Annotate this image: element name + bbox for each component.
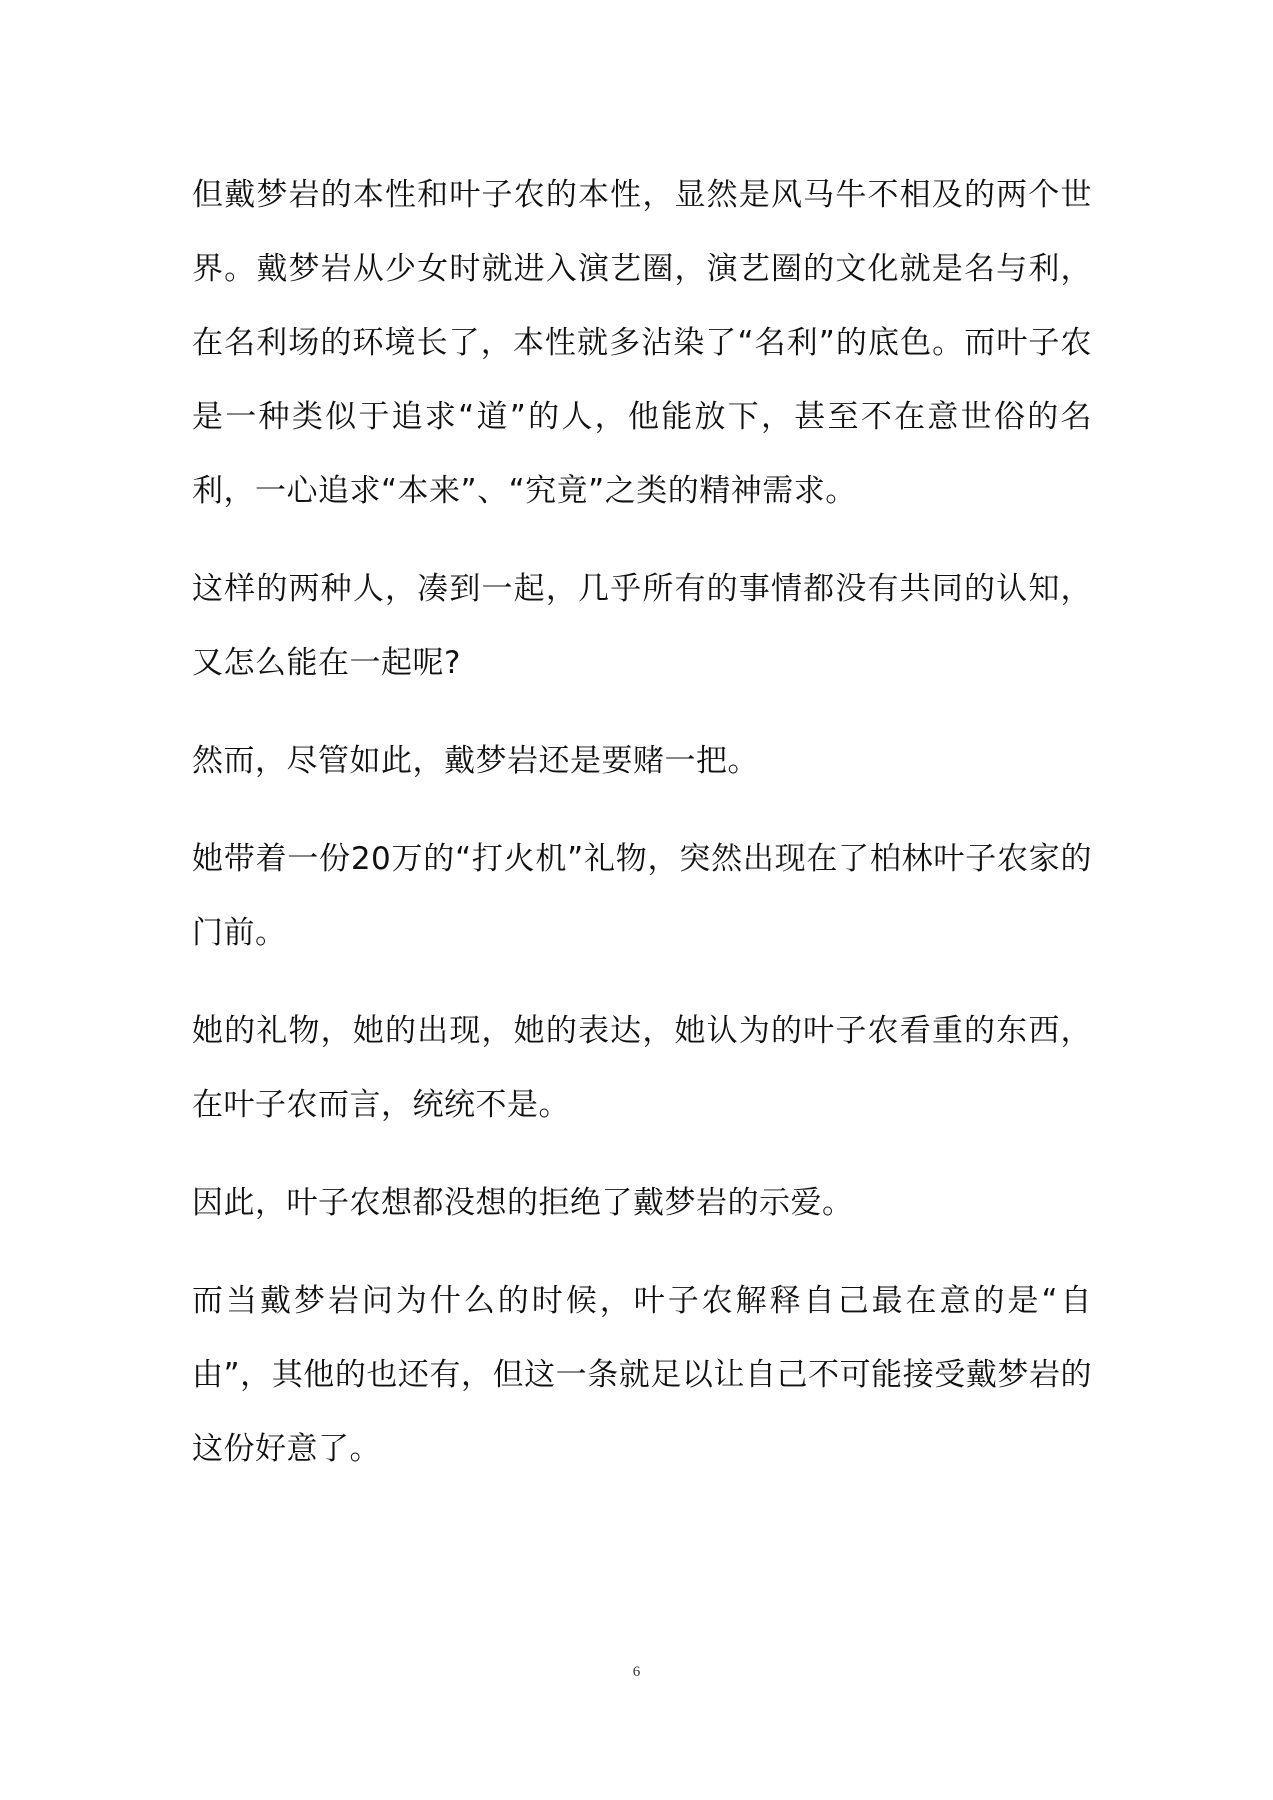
body-text xyxy=(192,158,1092,1510)
paragraph: 但戴梦岩的本性和叶子农的本性，显然是风马牛不相及的两个世界。戴梦岩从少女时就进入演艺圈，演艺圈的文化就是名与利，在名利场的环境长了，本性就多沾染了“名利”的底色。而叶子农是一种类似于追求“道”的人，他能放下，甚至不在意世俗的名利，一心追求“本来”、“究竟”之类的精神需求。 xyxy=(192,177,1092,509)
page-number: 6 xyxy=(632,1664,641,1680)
paragraph: 这样的两种人，凑到一起，几乎所有的事情都没有共同的认知，又怎么能在一起呢? xyxy=(192,571,1092,681)
paragraph: 她带着一份20万的“打火机”礼物，突然出现在了柏林叶子农家的门前。 xyxy=(192,841,1092,951)
paragraph: 她的礼物，她的出现，她的表达，她认为的叶子农看重的东西，在叶子农而言，统统不是。 xyxy=(192,1013,1092,1123)
paragraph: 因此，叶子农想都没想的拒绝了戴梦岩的示爱。 xyxy=(192,1185,854,1221)
paragraph: 而当戴梦岩问为什么的时候，叶子农解释自己最在意的是“自由”，其他的也还有，但这一条就足以让自己不可能接受戴梦岩的这份好意了。 xyxy=(192,1283,1092,1467)
paragraph: 然而，尽管如此，戴梦岩还是要赌一把。 xyxy=(192,743,759,779)
